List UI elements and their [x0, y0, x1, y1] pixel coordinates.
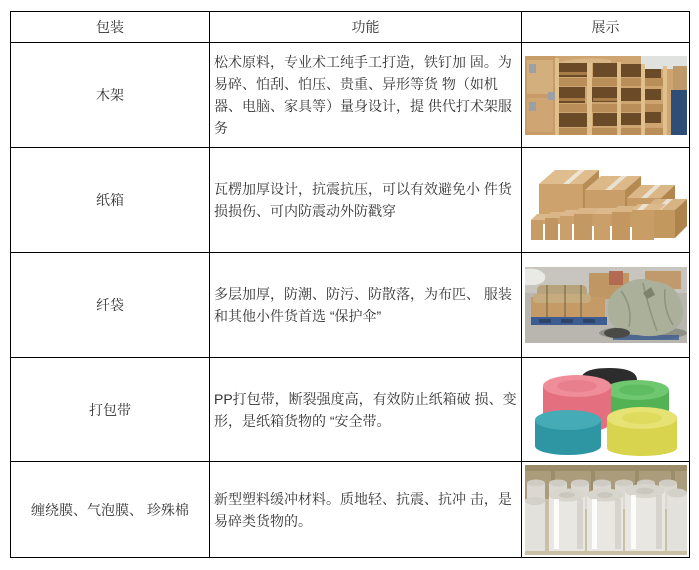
function-text-carton: 瓦楞加厚设计，抗震抗压，可以有效避免小 件货损损伤、可内防震动外防戳穿 [210, 148, 522, 253]
header-row [11, 12, 690, 43]
header-display: 展示 [522, 12, 690, 43]
packaging-name-film: 缠绕膜、气泡膜、 珍殊棉 [11, 462, 210, 558]
packaging-name-strap: 打包带 [11, 358, 210, 462]
photo-cell-carton [522, 148, 690, 253]
packaging-table [10, 11, 690, 558]
function-text-strap: PP打包带，断裂强度高，有效防止纸箱破 损、变形，是纸箱货物的 “安全带。 [210, 358, 522, 462]
function-text-film: 新型塑料缓冲材料。质地轻、抗震、抗冲 击，是易碎类货物的。 [210, 462, 522, 558]
photo-cell-woven-bag [522, 253, 690, 358]
function-text-wooden-frame: 松术原料，专业术工纯手工打造，铁钉加 固。为易碎、怕刮、怕压、贵重、异形等货 物（如机器、电脑、家具等）量身设计，提 供代打术架服务 [210, 43, 522, 148]
woven-bags-photo [525, 267, 687, 343]
packaging-name-wooden-frame: 木架 [11, 43, 210, 148]
photo-cell-wooden-frame [522, 43, 690, 148]
table-row-carton [11, 148, 690, 253]
photo-cell-strap [522, 358, 690, 462]
packaging-name-woven-bag: 纤袋 [11, 253, 210, 358]
strap-rolls-photo [525, 364, 687, 456]
table-row-strap [11, 358, 690, 462]
header-packaging: 包装 [11, 12, 210, 43]
photo-cell-film [522, 462, 690, 558]
header-function: 功能 [210, 12, 522, 43]
packaging-name-carton: 纸箱 [11, 148, 210, 253]
cardboard-boxes-photo [525, 154, 687, 246]
table-row-wooden-frame [11, 43, 690, 148]
table-row-woven-bag [11, 253, 690, 358]
table-row-film [11, 462, 690, 558]
wooden-crates-photo [525, 56, 687, 135]
function-text-woven-bag: 多层加厚，防潮、防污、防散落，为布匹、 服装和其他小件货首选 “保护伞” [210, 253, 522, 358]
film-rolls-photo [525, 465, 687, 555]
